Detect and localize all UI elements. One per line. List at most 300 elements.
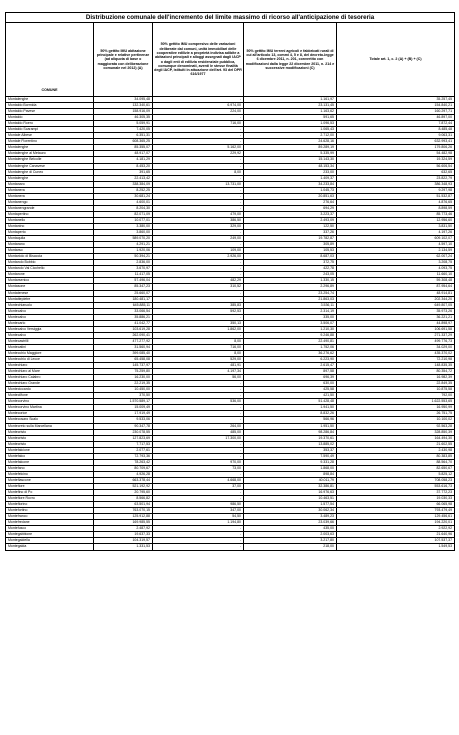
imu-terreni-cell: 353,37	[244, 447, 337, 453]
totale-cell: 80.383,85	[337, 453, 455, 459]
imu-terreni-cell: 1.951,50	[244, 423, 337, 429]
totale-cell: 54.482,98	[337, 151, 455, 157]
imu-abitazione-cell: 8.252,25	[94, 187, 153, 193]
imu-abitazione-cell: 4.291,21	[94, 242, 153, 248]
imu-cooperative-cell: 8,00	[153, 350, 244, 356]
imu-abitazione-cell: 7.420,05	[94, 127, 153, 133]
imu-cooperative-cell: 385,83	[153, 302, 244, 308]
comune-cell: Montechiaro al Mare	[6, 369, 94, 375]
totale-cell: 22.849,35	[337, 381, 455, 387]
totale-cell: 793.479,49	[337, 508, 455, 514]
imu-terreni-cell: 3.536,11	[244, 302, 337, 308]
imu-cooperative-cell: 73,00	[153, 465, 244, 471]
imu-cooperative-cell: 347,00	[153, 508, 244, 514]
imu-abitazione-cell: 1.331,53	[94, 544, 153, 550]
imu-terreni-cell: 24.628,16	[244, 139, 337, 145]
comune-cell: Montaldo	[6, 115, 94, 121]
totale-cell: 202.344,20	[337, 296, 455, 302]
imu-abitazione-cell: 6.351,31	[94, 133, 153, 139]
comune-cell: Montalenghe	[6, 175, 94, 181]
totale-cell: 4.093,75	[337, 266, 455, 272]
totale-cell: 9.297,98	[337, 187, 455, 193]
comune-cell: Montefiore	[6, 484, 94, 490]
totale-cell: 609.102,07	[337, 236, 455, 242]
imu-cooperative-cell: -	[153, 260, 244, 266]
imu-cooperative-cell: -	[153, 447, 244, 453]
comune-cell: Montecristo	[6, 441, 94, 447]
imu-terreni-cell: 1.096,53	[244, 121, 337, 127]
imu-cooperative-cell: -	[153, 157, 244, 163]
totale-cell: 708.058,23	[337, 477, 455, 483]
distribution-table	[5, 12, 455, 551]
totale-cell: 9.063,31	[337, 133, 455, 139]
comune-cell: Montarolo Bobbio	[6, 260, 94, 266]
imu-cooperative-cell: -	[153, 405, 244, 411]
imu-abitazione-cell: 48.917,07	[94, 151, 153, 157]
comune-cell: Montecosaro Scalo	[6, 417, 94, 423]
comune-cell: Montaperto	[6, 230, 94, 236]
imu-terreni-cell: 89.289,19	[244, 145, 337, 151]
imu-abitazione-cell: 1.570.589,17	[94, 399, 153, 405]
imu-abitazione-cell: 645.885,11	[94, 302, 153, 308]
imu-cooperative-cell: -	[153, 314, 244, 320]
imu-cooperative-cell: 2.926,00	[153, 254, 244, 260]
totale-cell: 23.822,79	[337, 175, 455, 181]
imu-terreni-cell: 1.210,30	[244, 326, 337, 332]
imu-abitazione-cell: 158.916,09	[94, 109, 153, 115]
imu-terreni-cell: 1.045,73	[244, 187, 337, 193]
imu-terreni-cell: 233,00	[244, 169, 337, 175]
imu-terreni-cell: 630,00	[244, 381, 337, 387]
imu-cooperative-cell: -	[153, 272, 244, 278]
imu-abitazione-cell: 104.319,57	[94, 538, 153, 544]
imu-terreni-cell: 23.131,45	[244, 103, 337, 109]
comune-cell: Montaquila	[6, 236, 94, 242]
comune-cell: Montaldo Scarampi	[6, 127, 94, 133]
imu-abitazione-cell: 75.259,80	[94, 369, 153, 375]
imu-abitazione-cell: 103.619,28	[94, 326, 153, 332]
imu-terreni-cell: 1.868,00	[244, 465, 337, 471]
comune-cell: Montecalvo	[6, 332, 94, 338]
imu-terreni-cell: 3.506,07	[244, 320, 337, 326]
imu-terreni-cell: 40.011,79	[244, 477, 337, 483]
imu-cooperative-cell: 986,50	[153, 502, 244, 508]
comune-cell: Montecreto sulla Marcellana	[6, 423, 94, 429]
imu-abitazione-cell: 3.860,00	[94, 230, 153, 236]
imu-abitazione-cell: 25.660,07	[94, 290, 153, 296]
totale-cell: 56.606,54	[337, 163, 455, 169]
comune-cell: Montanaro	[6, 181, 94, 187]
imu-terreni-cell: 34.233,84	[244, 181, 337, 187]
imu-terreni-cell: 36.276,62	[244, 350, 337, 356]
imu-cooperative-cell: -	[153, 538, 244, 544]
imu-cooperative-cell: -	[153, 411, 244, 417]
comune-cell: Montecchio di Lecce	[6, 357, 94, 363]
imu-cooperative-cell: -	[153, 393, 244, 399]
imu-terreni-cell: 30.062,34	[244, 508, 337, 514]
comune-cell: Montanera	[6, 187, 94, 193]
imu-cooperative-cell: 4.668,00	[153, 477, 244, 483]
imu-cooperative-cell: -	[153, 490, 244, 496]
imu-abitazione-cell: 22.219,35	[94, 381, 153, 387]
comune-cell: Montefano	[6, 465, 94, 471]
imu-cooperative-cell: 716,00	[153, 344, 244, 350]
comune-cell: Montalenghe di Cuneo	[6, 169, 94, 175]
totale-cell: 19.030,33	[337, 496, 455, 502]
comune-cell: Montecristo	[6, 429, 94, 435]
imu-terreni-cell: 5.335,99	[244, 151, 337, 157]
imu-terreni-cell: 218,00	[244, 544, 337, 550]
imu-cooperative-cell: 56,00	[153, 375, 244, 381]
comune-cell: Montecorvino Martina	[6, 405, 94, 411]
imu-abitazione-cell: 90.347,78	[94, 423, 153, 429]
imu-abitazione-cell: 3.380,00	[94, 223, 153, 229]
totale-cell: 179.806,26	[337, 145, 455, 151]
imu-terreni-cell: 6.223,90	[244, 357, 337, 363]
comune-cell: Montegabbione	[6, 532, 94, 538]
totale-cell: 160.297,71	[337, 109, 455, 115]
comune-cell: Montecorice	[6, 411, 94, 417]
imu-abitazione-cell: 11.417,05	[94, 272, 153, 278]
totale-cell: 85.773,46	[337, 211, 455, 217]
totale-cell: 1.549,53	[337, 544, 455, 550]
imu-terreni-cell: 2.003,63	[244, 532, 337, 538]
imu-cooperative-cell: 485,00	[153, 429, 244, 435]
comune-cell: Montefiascone	[6, 477, 94, 483]
comune-cell: Montegaldella	[6, 538, 94, 544]
imu-abitazione-cell: 338.384,09	[94, 181, 153, 187]
imu-abitazione-cell: 230.078,55	[94, 429, 153, 435]
imu-abitazione-cell: 35.886,21	[94, 314, 153, 320]
imu-cooperative-cell: 17.300,00	[153, 435, 244, 441]
totale-cell: 386.348,93	[337, 181, 455, 187]
imu-abitazione-cell: 78.263,42	[94, 459, 153, 465]
totale-cell: 21.602,55	[337, 441, 455, 447]
imu-terreni-cell: 1.577,54	[244, 502, 337, 508]
imu-cooperative-cell: -	[153, 417, 244, 423]
comune-cell: Montegalda	[6, 544, 94, 550]
comune-cell: Montarolo Val Cicchello	[6, 266, 94, 272]
totale-cell: 435.370,02	[337, 350, 455, 356]
imu-cooperative-cell: 54,50	[153, 514, 244, 520]
comune-cell: Montanengrande	[6, 205, 94, 211]
imu-abitazione-cell: 31.560,94	[94, 344, 153, 350]
comune-cell: Montefalcione	[6, 447, 94, 453]
imu-abitazione-cell: 4.600,01	[94, 199, 153, 205]
imu-abitazione-cell: 10.450,00	[94, 387, 153, 393]
totale-cell: 72.210,98	[337, 357, 455, 363]
imu-abitazione-cell: 72.793,36	[94, 453, 153, 459]
totale-cell: 1.622.553,65	[337, 399, 455, 405]
imu-terreni-cell: 8.687,03	[244, 254, 337, 260]
comune-cell: Montanino	[6, 223, 94, 229]
comune-cell: Montale Albese	[6, 133, 94, 139]
imu-cooperative-cell: 6.974,00	[153, 103, 244, 109]
imu-terreni-cell: 421,50	[244, 393, 337, 399]
imu-cooperative-cell: -	[153, 242, 244, 248]
table-body	[6, 97, 455, 551]
imu-terreni-cell: 15.143,30	[244, 157, 337, 163]
totale-cell: 10.100,02	[337, 417, 455, 423]
imu-terreni-cell: 1.941,50	[244, 405, 337, 411]
imu-abitazione-cell: 763.070,15	[94, 508, 153, 514]
imu-cooperative-cell: -	[153, 532, 244, 538]
comune-cell: Montarano	[6, 242, 94, 248]
imu-abitazione-cell: 169.985,55	[94, 520, 153, 526]
totale-cell: 3.208,75	[337, 260, 455, 266]
imu-abitazione-cell: 7.717,53	[94, 441, 153, 447]
imu-abitazione-cell: 663.378,44	[94, 477, 153, 483]
column-header-totale: Totale art. 1, c. 2 (A) + (B) + (C)	[337, 23, 455, 97]
comune-cell: Montefortino	[6, 508, 94, 514]
imu-abitazione-cell: 85.347,23	[94, 284, 153, 290]
column-header-imu-terreni: 50% gettito IMU terreni agricoli e fabbricati rurali di cui all'articolo 13, commi 4, 5 e 8, del decreto-legge 6 dicembre 2011, n. 201, convertito con modificazioni dalla legge 22 dicembre 2011, n. 214 e successive modificazioni (C)	[244, 23, 337, 97]
imu-abitazione-cell: 370,50	[94, 393, 153, 399]
imu-terreni-cell: 51.428,48	[244, 399, 337, 405]
totale-cell: 129.456,61	[337, 514, 455, 520]
imu-abitazione-cell: 22.413,42	[94, 175, 153, 181]
imu-terreni-cell: 7.590,49	[244, 453, 337, 459]
imu-cooperative-cell: -	[153, 133, 244, 139]
totale-cell: 4.597,10	[337, 242, 455, 248]
imu-cooperative-cell: -	[153, 290, 244, 296]
imu-cooperative-cell: -	[153, 526, 244, 532]
totale-cell: 66.065,98	[337, 502, 455, 508]
totale-cell: 4.876,65	[337, 199, 455, 205]
comune-cell: Montalenghe	[6, 145, 94, 151]
imu-abitazione-cell: 4.181,29	[94, 157, 153, 163]
imu-terreni-cell: 3.223,37	[244, 211, 337, 217]
totale-cell: 35.973,26	[337, 308, 455, 314]
imu-cooperative-cell: -	[153, 453, 244, 459]
imu-abitazione-cell: 33.066,54	[94, 308, 153, 314]
imu-abitazione-cell: 477.277,92	[94, 338, 153, 344]
totale-cell: 82.650,67	[337, 465, 455, 471]
totale-cell: 2.430,98	[337, 447, 455, 453]
comune-cell: Montattepietre	[6, 296, 94, 302]
comune-cell: Montapertino	[6, 211, 94, 217]
imu-terreni-cell: 122,50	[244, 223, 337, 229]
comune-cell: Montarso	[6, 248, 94, 254]
imu-abitazione-cell: 2.487,92	[94, 526, 153, 532]
imu-abitazione-cell: 2.836,00	[94, 260, 153, 266]
comune-cell: Montatenese	[6, 290, 94, 296]
totale-cell: 92.563,28	[337, 423, 455, 429]
imu-abitazione-cell: 5.059,91	[94, 121, 153, 127]
comune-cell: Montechiaruolo	[6, 302, 94, 308]
imu-terreni-cell: 19.782,87	[244, 236, 337, 242]
comune-cell: Montecorvino	[6, 399, 94, 405]
totale-cell: 80.354,72	[337, 369, 455, 375]
imu-terreni-cell: 10.463,51	[244, 496, 337, 502]
imu-terreni-cell: 1.330,15	[244, 278, 337, 284]
imu-cooperative-cell: 4.197,34	[153, 369, 244, 375]
column-header-comune: COMUNE	[6, 23, 94, 97]
comune-cell: Montanengo	[6, 199, 94, 205]
imu-cooperative-cell: -	[153, 266, 244, 272]
comune-cell: Montalenghe Canavese	[6, 163, 94, 169]
imu-terreni-cell: 898,84	[244, 471, 337, 477]
comune-cell: Montefino di Po	[6, 490, 94, 496]
comune-cell: Montaldo Pavese	[6, 109, 94, 115]
imu-abitazione-cell: 41.042,77	[94, 320, 153, 326]
imu-cooperative-cell: -	[153, 471, 244, 477]
imu-cooperative-cell: -	[153, 193, 244, 199]
comune-cell: Montefalcone	[6, 459, 94, 465]
imu-terreni-cell: 1.409,37	[244, 175, 337, 181]
comune-cell: Montalenghe Belcolle	[6, 157, 94, 163]
comune-cell: Montefranco	[6, 514, 94, 520]
imu-cooperative-cell: 264,00	[153, 423, 244, 429]
imu-cooperative-cell: 482,29	[153, 278, 244, 284]
imu-terreni-cell: 9.246,88	[244, 332, 337, 338]
comune-cell: Montecristo	[6, 435, 94, 441]
comune-cell: Montecilfone	[6, 393, 94, 399]
totale-cell: 5.825,12	[337, 471, 455, 477]
imu-terreni-cell: 105,53	[244, 248, 337, 254]
imu-terreni-cell: 335,00	[244, 314, 337, 320]
imu-abitazione-cell: 63.501,94	[94, 502, 153, 508]
imu-cooperative-cell: 229,92	[153, 151, 244, 157]
column-header-imu-abitazione: 50% gettito IMU abitazione principale e relative pertinenze (ad aliquota di base o maggiorata con deliberazione comunale nel 2012) (A)	[94, 23, 153, 97]
comune-cell: Montasone	[6, 284, 94, 290]
imu-terreni-cell: 13.885,02	[244, 441, 337, 447]
imu-terreni-cell: 696,39	[244, 375, 337, 381]
imu-terreni-cell: 2.493,09	[244, 217, 337, 223]
totale-cell: 194.220,01	[337, 520, 455, 526]
totale-cell: 62.007,24	[337, 254, 455, 260]
imu-terreni-cell: 22.490,81	[244, 338, 337, 344]
imu-abitazione-cell: 608.365,25	[94, 139, 153, 145]
imu-terreni-cell: 422,78	[244, 266, 337, 272]
totale-cell: 88.564,70	[337, 459, 455, 465]
totale-cell: 4.197,26	[337, 230, 455, 236]
imu-cooperative-cell: -	[153, 496, 244, 502]
imu-cooperative-cell: -	[153, 441, 244, 447]
imu-terreni-cell: 372,75	[244, 260, 337, 266]
imu-abitazione-cell: 127.823,69	[94, 435, 153, 441]
imu-abitazione-cell: 4.926,28	[94, 471, 153, 477]
comune-cell: Montefusco	[6, 526, 94, 532]
imu-terreni-cell: 337,26	[244, 230, 337, 236]
imu-cooperative-cell: 1.194,80	[153, 520, 244, 526]
totale-cell: 19.324,59	[337, 157, 455, 163]
imu-abitazione-cell: 57.496,04	[94, 278, 153, 284]
imu-abitazione-cell: 1.920,06	[94, 248, 153, 254]
totale-cell: 8.485,48	[337, 127, 455, 133]
imu-terreni-cell: 2.314,19	[244, 308, 337, 314]
imu-cooperative-cell: 329,00	[153, 223, 244, 229]
imu-cooperative-cell: -	[153, 199, 244, 205]
imu-cooperative-cell: -	[153, 97, 244, 103]
comune-cell: Montecalvo	[6, 314, 94, 320]
totale-cell: 2.922,92	[337, 526, 455, 532]
imu-cooperative-cell: -	[153, 187, 244, 193]
imu-cooperative-cell: 536,00	[153, 399, 244, 405]
imu-terreni-cell: 21.863,03	[244, 296, 337, 302]
totale-cell: 59.308,48	[337, 278, 455, 284]
imu-cooperative-cell: 310,52	[153, 284, 244, 290]
imu-cooperative-cell: 5.162,00	[153, 145, 244, 151]
imu-terreni-cell: 8.832,26	[244, 411, 337, 417]
imu-terreni-cell: 9.331,28	[244, 459, 337, 465]
totale-cell: 271.337,29	[337, 332, 455, 338]
imu-abitazione-cell: 82.071,09	[94, 211, 153, 217]
totale-cell: 553.616,73	[337, 484, 455, 490]
imu-cooperative-cell: 109,00	[153, 248, 244, 254]
imu-terreni-cell: 48.153,34	[244, 163, 337, 169]
imu-cooperative-cell: -	[153, 332, 244, 338]
imu-cooperative-cell: 350,13	[153, 320, 244, 326]
comune-cell: Monteciccardo	[6, 387, 94, 393]
totale-cell: 12.956,60	[337, 217, 455, 223]
totale-cell: 37.772,23	[337, 490, 455, 496]
imu-abitazione-cell: 50.394,21	[94, 254, 153, 260]
imu-cooperative-cell: -	[153, 139, 244, 145]
totale-cell: 36.221,21	[337, 314, 455, 320]
comune-cell: Montaldo Bormida	[6, 103, 94, 109]
imu-cooperative-cell: 529,00	[153, 357, 244, 363]
imu-terreni-cell: 1.161,97	[244, 97, 337, 103]
totale-cell: 21.640,96	[337, 532, 455, 538]
totale-cell: 632,65	[337, 169, 455, 175]
totale-cell: 148.835,35	[337, 363, 455, 369]
comune-cell: Montefelcino	[6, 471, 94, 477]
imu-terreni-cell: 3.489,23	[244, 514, 337, 520]
imu-terreni-cell: 16.976,63	[244, 490, 337, 496]
totale-cell: 792,00	[337, 393, 455, 399]
imu-abitazione-cell: 9.533,06	[94, 417, 153, 423]
comune-cell: Montalenghe al Metauro	[6, 151, 94, 157]
imu-abitazione-cell: 80.709,67	[94, 465, 153, 471]
imu-abitazione-cell: 15.009,49	[94, 405, 153, 411]
imu-abitazione-cell: 145.737,97	[94, 363, 153, 369]
imu-abitazione-cell: 85.355,07	[94, 145, 153, 151]
totale-cell: 10.875,58	[337, 387, 455, 393]
imu-cooperative-cell: 481,91	[153, 363, 244, 369]
totale-cell: 51.532,87	[337, 193, 455, 199]
imu-cooperative-cell: -	[153, 296, 244, 302]
imu-terreni-cell: 2.712,00	[244, 133, 337, 139]
table-title: Distribuzione comunale dell'incremento del limite massimo di ricorso all'anticipazione di tesoreria	[6, 13, 455, 23]
column-header-imu-cooperative: 50% gettito IMU compresivo delle variazioni deliberate dal comuni, unità immobiliari delle cooperative edilizie a proprietà indivisa adibite a abitazioni principali e alloggi assegnati dagli IACP o dagli enti di edilizia residenziale pubblica, comunque denominati, aventi le stesse finalità degli IACP, istituiti in attuazione dell'art. 93 del DPR 616/1977	[153, 23, 244, 97]
imu-terreni-cell: 1.163,62	[244, 109, 337, 115]
imu-terreni-cell: 566,96	[244, 417, 337, 423]
imu-abitazione-cell: 46.305,35	[94, 115, 153, 121]
totale-cell: 44.898,97	[337, 320, 455, 326]
comune-cell: Montefiorino	[6, 502, 94, 508]
imu-terreni-cell: 1.065,43	[244, 127, 337, 133]
comune-cell: Montariolo di Bisaccia	[6, 254, 94, 260]
imu-terreni-cell: 1.752,06	[244, 344, 337, 350]
imu-terreni-cell: 2.296,89	[244, 284, 337, 290]
imu-cooperative-cell: 479,00	[153, 211, 244, 217]
imu-cooperative-cell: -	[153, 175, 244, 181]
comune-cell: Montalenghe	[6, 97, 94, 103]
comune-cell: Montarsenico	[6, 278, 94, 284]
imu-abitazione-cell: 399.085,40	[94, 350, 153, 356]
imu-abitazione-cell: 30.681,24	[94, 193, 153, 199]
totale-cell: 11.660,10	[337, 272, 455, 278]
imu-cooperative-cell: -	[153, 230, 244, 236]
totale-cell: 164.494,30	[337, 435, 455, 441]
imu-cooperative-cell: 8,00	[153, 169, 244, 175]
imu-abitazione-cell: 125.912,88	[94, 514, 153, 520]
imu-cooperative-cell: -	[153, 387, 244, 393]
comune-cell: Montarone	[6, 272, 94, 278]
imu-cooperative-cell: -	[153, 127, 244, 133]
imu-abitazione-cell: 10.077,01	[94, 217, 153, 223]
